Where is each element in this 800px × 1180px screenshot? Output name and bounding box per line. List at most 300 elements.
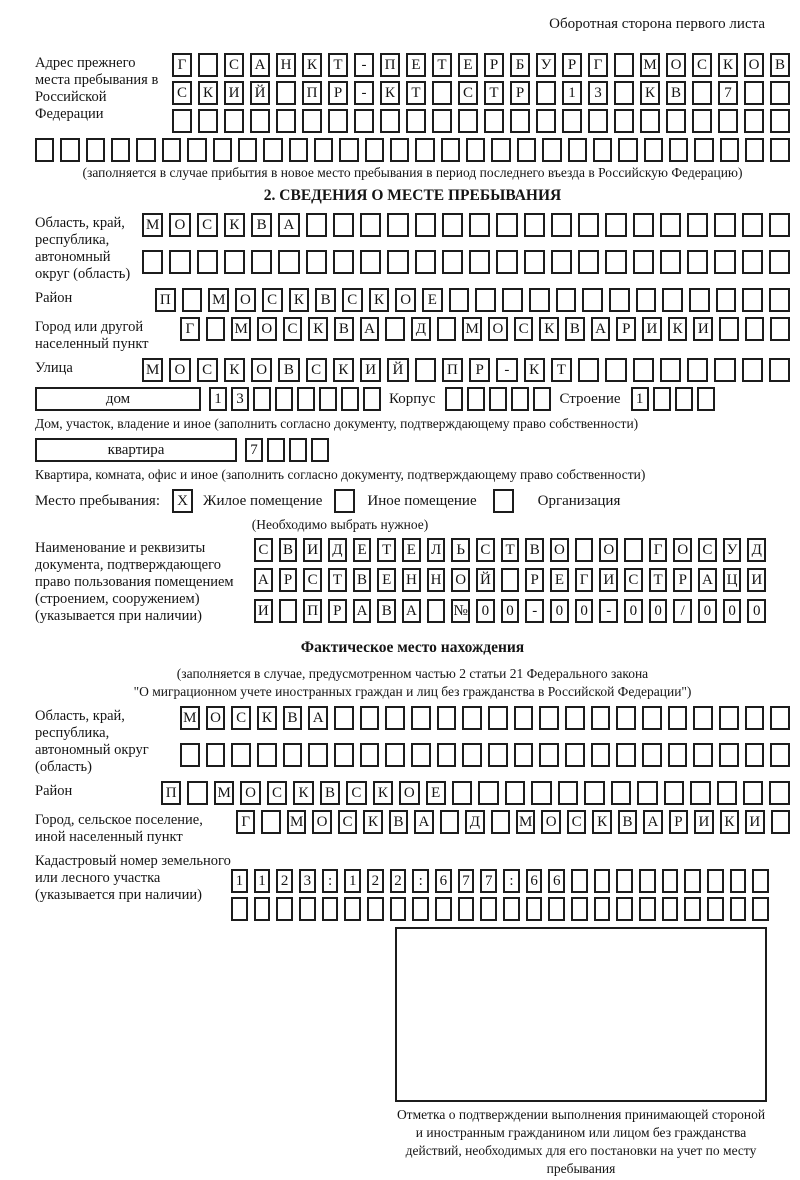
char-box [692,81,712,105]
char-box [693,706,713,730]
char-box: Е [402,538,421,562]
prev-address-note: (заполняется в случае прибытия в новое место пребывания в период последнего въезда в Российскую Федерацию) [82,165,743,180]
stamp-note: Отметка о подтверждении выполнения принимающей стороной и иностранным гражданином или лицом без гражданства действий, необходимых для его постановки на учет по месту пребывания [396,1107,766,1176]
char-box: - [496,358,517,382]
char-box [687,213,708,237]
char-box [687,250,708,274]
char-box [466,138,485,162]
char-box [334,743,354,767]
char-box [341,387,359,411]
char-box [86,138,105,162]
char-box [742,250,763,274]
char-box [198,109,218,133]
field-district [35,288,790,312]
char-box: К [640,81,660,105]
char-box: И [693,317,713,341]
char-box: Р [562,53,582,77]
char-box: О [169,213,190,237]
char-box [406,109,426,133]
city-actual-label: Город, сельское поселение, иной населенный пункт [35,812,203,845]
char-box [480,897,497,921]
char-box [568,138,587,162]
char-box: К [720,810,739,834]
char-box: О [235,288,256,312]
char-box [593,138,612,162]
char-box [714,250,735,274]
char-box: В [320,781,340,805]
char-box [253,387,271,411]
city-label: Город или другой населенный пункт [35,319,149,352]
char-box [365,138,384,162]
char-box [745,743,765,767]
char-box: И [694,810,713,834]
char-box: 2 [276,869,293,893]
char-box [693,743,713,767]
char-box: Р [525,568,544,592]
char-box: Т [328,53,348,77]
apartment-note: Квартира, комната, офис и иное (заполнить согласно документу, подтверждающему право собственности) [35,467,646,482]
char-box [360,743,380,767]
char-box: Р [673,568,692,592]
char-box [278,250,299,274]
char-box: Й [476,568,495,592]
stay-type-row [35,489,790,513]
char-box [261,810,280,834]
char-box [770,109,790,133]
char-box [529,288,550,312]
apartment-char-boxes [245,438,329,462]
char-box: О [395,288,416,312]
char-box [609,288,630,312]
char-box [136,138,155,162]
char-box [616,706,636,730]
char-box: С [624,568,643,592]
char-box [614,109,634,133]
char-box: У [723,538,742,562]
char-box: 3 [299,869,316,893]
char-box: 1 [254,869,271,893]
char-box: А [250,53,270,77]
char-box [582,288,603,312]
char-box [276,81,296,105]
char-box [616,897,633,921]
cadastral-label: Кадастровый номер земельного или лесного участка (указывается при наличии) [35,853,231,903]
char-box [551,250,572,274]
option-other-premises-label: Иное помещение [367,493,477,509]
char-box [314,138,333,162]
char-box: Е [426,781,446,805]
char-box [714,358,735,382]
char-box: М [142,358,163,382]
char-box [542,138,561,162]
char-box [752,869,769,893]
field-region [35,213,790,283]
char-box: Т [501,538,520,562]
char-box: 1 [631,387,649,411]
char-box [639,897,656,921]
char-box: П [302,81,322,105]
char-box [363,387,381,411]
char-box [660,250,681,274]
char-box: К [369,288,390,312]
char-box: 0 [476,599,495,623]
char-box: М [231,317,251,341]
char-box-row [180,317,790,353]
region-label: Область, край, республика, автономный округ (область) [35,215,131,282]
char-box [514,743,534,767]
char-box [489,387,507,411]
char-box: Й [250,81,270,105]
char-box: Т [649,568,668,592]
char-box: : [412,869,429,893]
char-box: С [342,288,363,312]
char-box [591,706,611,730]
char-box [517,138,536,162]
char-box: 7 [458,869,475,893]
char-box [475,288,496,312]
char-box [618,138,637,162]
char-box-row [254,568,766,594]
char-box [684,869,701,893]
actual-location-title: Фактическое место нахождения [300,639,525,656]
char-box [730,897,747,921]
char-box [578,250,599,274]
char-box: Р [328,599,347,623]
char-box: Н [427,568,446,592]
char-box: П [380,53,400,77]
char-box: И [360,358,381,382]
char-box: 0 [501,599,520,623]
char-box: К [198,81,218,105]
char-box [257,743,277,767]
char-box: - [354,53,374,77]
char-box: 0 [550,599,569,623]
char-box [742,288,763,312]
char-box: К [302,53,322,77]
char-box [501,568,520,592]
char-box [458,897,475,921]
char-box [714,213,735,237]
char-box: - [525,599,544,623]
char-box: Н [276,53,296,77]
char-box: К [224,358,245,382]
char-box [412,897,429,921]
char-box: О [744,53,764,77]
char-box [390,897,407,921]
char-box [496,250,517,274]
char-box: В [666,81,686,105]
field-document [35,538,790,625]
char-box-row [142,358,790,382]
char-box [60,138,79,162]
char-box [415,250,436,274]
house-note: Дом, участок, владение и иное (заполнить согласно документу, подтверждающему право собственности) [35,416,639,431]
char-box [297,387,315,411]
stay-type-label: Место пребывания: [35,493,160,509]
char-box [644,138,663,162]
char-box [360,250,381,274]
char-box: 1 [344,869,361,893]
char-box [432,81,452,105]
char-box: И [224,81,244,105]
char-box [770,81,790,105]
option-residential-label: Жилое помещение [203,493,323,509]
char-box [720,138,739,162]
char-box: М [640,53,660,77]
char-box [662,897,679,921]
char-box [668,706,688,730]
char-box [387,250,408,274]
char-box [263,138,282,162]
char-box: Т [406,81,426,105]
char-box [411,706,431,730]
char-box: : [503,869,520,893]
char-box: В [618,810,637,834]
char-box [558,781,578,805]
char-box [415,358,436,382]
char-box [769,213,790,237]
char-box [743,781,763,805]
char-box: П [303,599,322,623]
char-box: Р [328,81,348,105]
char-box [611,781,631,805]
actual-location-note-2: "О миграционном учете иностранных граждан и лиц без гражданства в Российской Федерации") [133,684,692,699]
char-box [491,138,510,162]
char-box: В [770,53,790,77]
option-organization-label: Организация [537,493,621,509]
char-box [283,743,303,767]
char-box: К [289,288,310,312]
char-box [633,213,654,237]
char-box [745,706,765,730]
char-box: 3 [588,81,608,105]
char-box [662,288,683,312]
char-box [752,897,769,921]
char-box [675,387,693,411]
char-box: И [642,317,662,341]
char-box [306,213,327,237]
char-box: Р [669,810,688,834]
page-side-note: Оборотная сторона первого листа [549,16,765,32]
char-box [251,250,272,274]
char-box [172,109,192,133]
char-box: Е [406,53,426,77]
char-box: О [206,706,226,730]
char-box [633,250,654,274]
char-box: К [380,81,400,105]
char-box [308,743,328,767]
char-box [539,743,559,767]
char-box: С [262,288,283,312]
char-box [334,706,354,730]
char-box: П [155,288,176,312]
char-box: Е [377,568,396,592]
char-box [770,138,789,162]
char-box: М [180,706,200,730]
char-box [380,109,400,133]
char-box [614,53,634,77]
char-box [452,781,472,805]
char-box [664,781,684,805]
char-box [328,109,348,133]
char-box: Л [427,538,446,562]
char-box-row [155,288,790,312]
apartment-row [35,438,790,462]
char-box: М [208,288,229,312]
section2-title: 2. СВЕДЕНИЯ О МЕСТЕ ПРЕБЫВАНИЯ [263,187,562,204]
stamp-area [395,927,767,1178]
char-box [769,288,790,312]
char-box [385,706,405,730]
char-box: О [240,781,260,805]
char-box [502,288,523,312]
char-box-row [236,810,790,846]
char-box: В [389,810,408,834]
char-box [636,288,657,312]
char-box [771,810,790,834]
char-box [360,706,380,730]
char-box [267,438,285,462]
char-box: С [224,53,244,77]
char-box: Е [353,538,372,562]
char-box [469,213,490,237]
char-box: С [476,538,495,562]
char-box [642,743,662,767]
char-box: А [698,568,717,592]
char-box [442,213,463,237]
char-box [539,706,559,730]
char-box [289,438,307,462]
char-box [562,109,582,133]
char-box: 7 [718,81,738,105]
char-box: Т [377,538,396,562]
char-box [616,743,636,767]
char-box: Т [551,358,572,382]
char-box [299,897,316,921]
char-box [689,288,710,312]
char-box: 3 [231,387,249,411]
char-box: С [458,81,478,105]
char-box: М [462,317,482,341]
char-box [716,288,737,312]
char-box: - [354,81,374,105]
char-box [339,138,358,162]
char-box [769,250,790,274]
char-box [565,743,585,767]
char-box: С [692,53,712,77]
char-box [35,138,54,162]
char-box: Д [328,538,347,562]
char-box [462,743,482,767]
char-box: № [451,599,470,623]
char-box [719,317,739,341]
checkbox-organization [493,489,514,513]
char-box [169,250,190,274]
char-box [717,781,737,805]
char-box: К [257,706,277,730]
char-box [302,109,322,133]
char-box [697,387,715,411]
char-box [514,706,534,730]
char-box: О [257,317,277,341]
char-box [289,138,308,162]
char-box: И [254,599,273,623]
char-box [197,250,218,274]
char-box [616,869,633,893]
char-box [548,897,565,921]
stroenie-label: Строение [559,391,621,407]
char-box [707,897,724,921]
char-box: : [322,869,339,893]
char-box [591,743,611,767]
char-box [669,138,688,162]
char-box: К [224,213,245,237]
char-box: С [698,538,717,562]
char-box [445,387,463,411]
char-box: А [360,317,380,341]
char-box [742,358,763,382]
char-box [390,138,409,162]
char-box: А [591,317,611,341]
char-box: П [161,781,181,805]
char-box: Г [649,538,668,562]
char-box: К [363,810,382,834]
char-box: 1 [231,869,248,893]
char-box: О [399,781,419,805]
char-box [387,213,408,237]
char-box: 2 [367,869,384,893]
char-box: Д [465,810,484,834]
char-box: С [197,213,218,237]
char-box: Е [422,288,443,312]
char-box: К [373,781,393,805]
char-box [524,213,545,237]
char-box [565,706,585,730]
char-box [111,138,130,162]
char-box [707,869,724,893]
char-box-row [142,250,790,283]
char-box [344,897,361,921]
char-box [503,897,520,921]
char-box [662,869,679,893]
char-box [684,897,701,921]
char-box [491,810,510,834]
char-box: К [308,317,328,341]
char-box [571,897,588,921]
char-box: С [306,358,327,382]
char-box [306,250,327,274]
char-box [187,138,206,162]
region-actual-label: Область, край, республика, автономный округ (область) [35,708,149,775]
char-box: Ц [723,568,742,592]
char-box [551,213,572,237]
checkbox-other-premises [334,489,355,513]
char-box: Р [469,358,490,382]
char-box: А [414,810,433,834]
char-box [505,781,525,805]
char-box: 0 [747,599,766,623]
char-box: К [718,53,738,77]
char-box [719,706,739,730]
char-box: Р [484,53,504,77]
char-box [276,109,296,133]
char-box [588,109,608,133]
char-box: С [197,358,218,382]
char-box [432,109,452,133]
char-box: 1 [562,81,582,105]
char-box: Г [236,810,255,834]
char-box [668,743,688,767]
